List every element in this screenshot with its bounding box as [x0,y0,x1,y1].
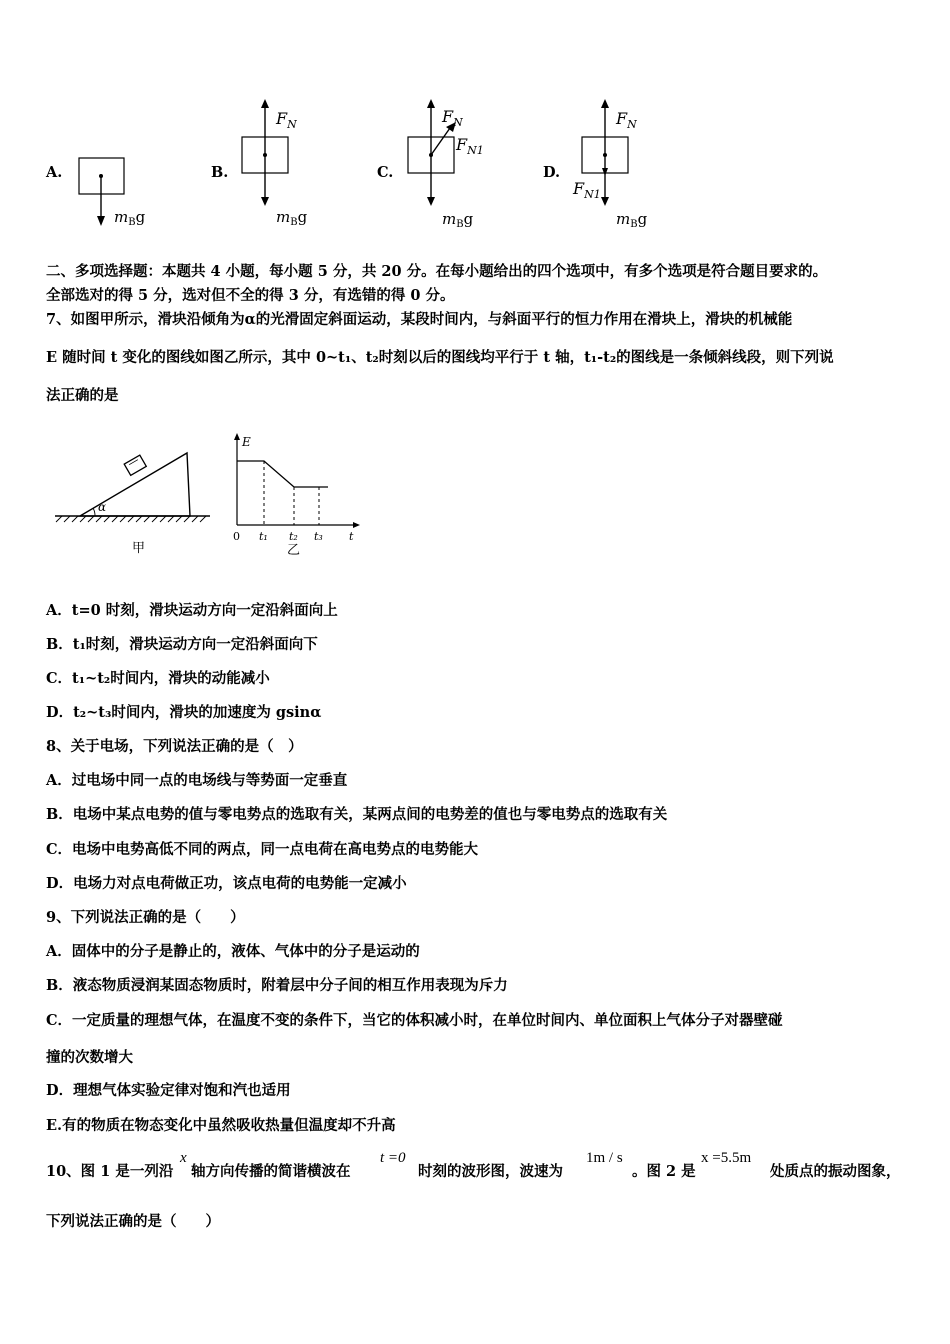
q6-d-fn: $F_N$ [616,109,637,131]
q7-option-a[interactable]: A．t=0 时刻，滑块运动方向一定沿斜面向上 [46,602,338,619]
q6-option-d-label[interactable]: D. [543,164,561,181]
q7-option-c[interactable]: C．t₁~t₂时间内，滑块的动能减小 [46,670,270,687]
q6-figure-d [570,96,720,236]
q8-option-c[interactable]: C．电场中电势高低不同的两点，同一点电荷在高电势点的电势能大 [46,841,479,858]
q7-stem-line3: 法正确的是 [46,387,119,404]
q7-figure-jia [50,440,220,560]
q10-x-eq: x =5.5m [701,1150,752,1166]
gravity-arrow-b [261,197,269,206]
q6-figure-b [236,96,376,236]
ground-hatching [56,516,206,522]
normal-arrow-n1-d [602,168,608,176]
q9-option-a[interactable]: A．固体中的分子是静止的，液体、气体中的分子是运动的 [46,943,420,960]
q6-d-fn1: $F_{N1}$ [573,179,601,201]
q6-option-a-label[interactable]: A. [46,164,63,181]
q9-option-e[interactable]: E.有的物质在物态变化中虽然吸收热量但温度却不升高 [46,1117,396,1134]
tick-t1: t₁ [259,530,268,543]
q6-a-mg: $m_Bg$ [114,208,146,228]
q10-part5: 处质点的振动图象， [770,1163,901,1180]
angle-alpha: α [98,500,107,514]
energy-curve [237,461,328,487]
axis-origin: 0 [233,530,240,543]
q7-option-d[interactable]: D．t₂~t₃时间内，滑块的加速度为 gsinα [46,704,322,721]
figure-yi-caption: 乙 [287,543,301,558]
q6-figure-a [70,100,210,235]
q8-option-a[interactable]: A．过电场中同一点的电场线与等势面一定垂直 [46,772,348,789]
gravity-arrow-c [427,197,435,206]
q8-option-b[interactable]: B．电场中某点电势的值与零电势点的选取有关，某两点间的电势差的值也与零电势点的选取有关 [46,806,668,823]
q6-b-fn: $F_N$ [276,109,297,131]
q9-option-c-cont: 撞的次数增大 [46,1049,133,1066]
q10-part2: 轴方向传播的简谐横波在 [191,1163,351,1180]
q10-t-eq: t =0 [380,1150,406,1166]
q8-stem: 8、关于电场，下列说法正确的是（ ） [46,738,303,755]
tick-t2: t₂ [289,530,298,543]
section2-line2: 全部选对的得 5 分，选对但不全的得 3 分，有选错的得 0 分。 [46,287,455,304]
q7-stem-line2: E 随时间 t 变化的图线如图乙所示，其中 0~t₁、t₂时刻以后的图线均平行于 t 轴，t₁-t₂的图线是一条倾斜线段，则下列说 [46,349,834,366]
normal-arrow-c [427,99,435,108]
q10-part3: 时刻的波形图，波速为 [418,1163,563,1180]
q10-stem-line2: 下列说法正确的是（ ） [46,1213,220,1230]
q8-option-d[interactable]: D．电场力对点电荷做正功，该点电荷的电势能一定减小 [46,875,407,892]
q9-stem: 9、下列说法正确的是（ ） [46,909,245,926]
section2-line1: 二、多项选择题：本题共 4 小题，每小题 5 分，共 20 分。在每小题给出的四个选项中，有多个选项是符合题目要求的。 [46,263,828,280]
q7-stem-line1: 7、如图甲所示，滑块沿倾角为α的光滑固定斜面运动，某段时间内，与斜面平行的恒力作用在滑块上，滑块的机械能 [46,311,793,328]
q6-option-b-label[interactable]: B. [211,164,229,181]
angle-arc [93,508,95,516]
q10-x-var: x [180,1150,187,1166]
q7-figure-yi [225,430,370,560]
normal-arrow-d [601,99,609,108]
q10-speed: 1m / s [586,1150,623,1166]
q6-c-fn: $F_N$ [442,107,463,129]
normal-arrow-b [261,99,269,108]
q7-option-b[interactable]: B．t₁时刻，滑块运动方向一定沿斜面向下 [46,636,318,653]
q6-option-c-label[interactable]: C. [377,164,394,181]
axis-label-e: E [242,435,251,449]
figure-jia-caption: 甲 [132,541,146,556]
q6-figure-c [402,96,552,236]
gravity-arrow-d [601,197,609,206]
q10-stem-line1 [46,1148,926,1188]
slider-block [124,455,146,475]
axis-label-t: t [349,530,354,543]
tick-t3: t₃ [314,530,323,543]
q9-option-b[interactable]: B．液态物质浸润某固态物质时，附着层中分子间的相互作用表现为斥力 [46,977,508,994]
q6-c-mg: $m_Bg$ [442,210,474,230]
q6-d-mg: $m_Bg$ [616,210,648,230]
q9-option-c[interactable]: C．一定质量的理想气体，在温度不变的条件下，当它的体积减小时，在单位时间内、单位面积上气体分子对器壁碰 [46,1012,783,1029]
q6-b-mg: $m_Bg$ [276,208,308,228]
gravity-arrow-a [97,216,105,226]
q10-part4: 。图 2 是 [632,1163,696,1180]
q9-option-d[interactable]: D．理想气体实验定律对饱和汽也适用 [46,1082,291,1099]
q6-c-fn1: $F_{N1}$ [456,135,484,157]
q10-part1: 10、图 1 是一列沿 [46,1163,174,1180]
